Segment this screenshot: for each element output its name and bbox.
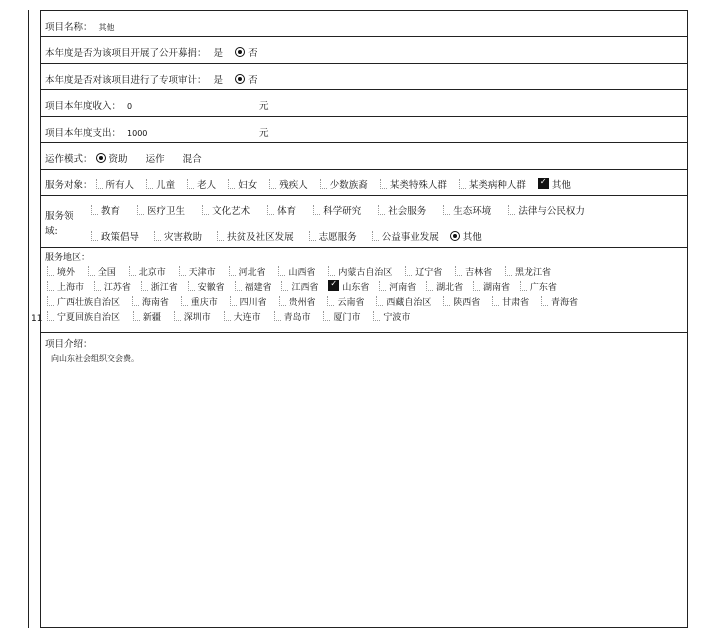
checkbox-empty-icon [229,266,236,276]
checkbox-empty-icon [327,296,334,306]
region-option[interactable]: 云南省 [327,295,364,308]
region-option[interactable]: 湖北省 [426,280,463,293]
income-label: 项目本年度收入： [45,101,122,112]
checkbox-empty-icon [379,281,386,291]
checkbox-empty-icon [47,281,54,291]
intro-row [41,333,687,629]
service-region-row [41,248,687,333]
service-field-label-2: 域: [45,226,58,237]
radio-selected-icon [450,231,460,241]
service-target-label: 服务对象： [45,180,93,191]
service-target-option-checked[interactable]: ✓ 其他 [538,177,571,191]
checkbox-empty-icon [426,281,433,291]
service-field-option[interactable]: 医疗卫生 [137,203,185,217]
radio-selected-icon [235,74,245,84]
expense-row [41,117,687,143]
checkbox-empty-icon [508,205,515,215]
project-name-value: 其他 [98,23,115,32]
special-audit-no[interactable]: 否 [235,72,258,86]
region-option[interactable]: 内蒙古自治区 [328,265,392,278]
radio-selected-icon [96,153,106,163]
checkbox-empty-icon [224,311,231,321]
checkbox-empty-icon [96,179,103,189]
checkbox-empty-icon [217,231,224,241]
checkbox-empty-icon [443,205,450,215]
checkbox-empty-icon [174,311,181,321]
special-audit-question: 本年度是否对该项目进行了专项审计： [45,75,207,86]
checkbox-empty-icon [473,281,480,291]
intro-text: 向山东社会组织交会费。 [51,354,139,363]
income-row [41,90,687,117]
region-option[interactable]: 贵州省 [279,295,316,308]
operation-mode-label: 运作模式： [45,154,93,165]
region-option[interactable]: 深圳市 [174,310,211,323]
checkbox-empty-icon [94,281,101,291]
region-option[interactable]: 全国 [88,265,116,278]
service-target-option[interactable]: 某类特殊人群 [380,177,447,191]
checkbox-empty-icon [188,281,195,291]
region-option[interactable]: 四川省 [230,295,267,308]
region-option[interactable]: 广东省 [520,280,557,293]
checkbox-empty-icon [313,205,320,215]
checkbox-empty-icon [541,296,548,306]
service-field-option[interactable]: 公益事业发展 [372,229,439,243]
region-option[interactable]: 黑龙江省 [505,265,551,278]
income-value: 0 [127,102,133,111]
public-fundraising-row [41,37,687,64]
service-field-option[interactable]: 社会服务 [378,203,426,217]
checkbox-empty-icon [129,266,136,276]
checkbox-empty-icon [133,311,140,321]
operation-mode-option[interactable]: 运作 [145,154,165,165]
region-option[interactable]: 青岛市 [274,310,311,323]
checkbox-empty-icon [187,179,194,189]
public-fundraising-no[interactable]: 否 [235,45,258,59]
region-option[interactable]: 新疆 [133,310,161,323]
region-option[interactable]: 甘肃省 [492,295,529,308]
region-option[interactable]: 广西壮族自治区 [47,295,120,308]
checkbox-empty-icon [505,266,512,276]
service-target-row [41,170,687,196]
service-region-label: 服务地区： [45,253,91,263]
service-target-option[interactable]: 所有人 [96,177,135,191]
service-field-option[interactable]: 灾害救助 [154,229,202,243]
region-option[interactable]: 境外 [47,265,75,278]
checkbox-empty-icon [405,266,412,276]
region-option[interactable]: 上海市 [47,280,84,293]
checkbox-empty-icon [323,311,330,321]
checkbox-empty-icon [328,266,335,276]
service-field-option[interactable]: 文化艺术 [202,203,250,217]
checkbox-empty-icon [88,266,95,276]
region-option[interactable]: 福建省 [235,280,272,293]
region-option[interactable]: 江西省 [281,280,318,293]
checkbox-empty-icon [179,266,186,276]
region-option[interactable]: 厦门市 [323,310,360,323]
intro-label: 项目介绍： [45,339,93,350]
region-option[interactable]: 陕西省 [443,295,480,308]
region-option[interactable]: 浙江省 [141,280,178,293]
service-target-option[interactable]: 少数族裔 [320,177,368,191]
service-target-option[interactable]: 儿童 [146,177,175,191]
checkbox-empty-icon [154,231,161,241]
operation-mode-row [41,143,687,170]
project-name-row [41,11,687,37]
region-option[interactable]: 西藏自治区 [376,295,431,308]
checkbox-checked-icon [328,280,339,291]
checkbox-empty-icon [267,205,274,215]
margin-line [28,10,29,628]
expense-label: 项目本年度支出： [45,128,122,139]
checkbox-empty-icon [376,296,383,306]
checkbox-empty-icon [279,296,286,306]
checkbox-empty-icon [202,205,209,215]
service-field-option[interactable]: 扶贫及社区发展 [217,229,294,243]
checkbox-empty-icon [492,296,499,306]
checkbox-empty-icon [47,311,54,321]
checkbox-empty-icon [228,179,235,189]
service-field-option[interactable]: 教育 [91,203,120,217]
region-option[interactable]: 河南省 [379,280,416,293]
service-field-option-selected[interactable]: 其他 [450,229,482,243]
expense-unit: 元 [259,128,269,139]
service-field-option[interactable]: 志愿服务 [309,229,357,243]
checkbox-empty-icon [380,179,387,189]
special-audit-row [41,64,687,90]
checkbox-empty-icon [269,179,276,189]
checkbox-empty-icon [378,205,385,215]
service-target-option[interactable]: 妇女 [228,177,257,191]
checkbox-empty-icon [137,205,144,215]
checkbox-empty-icon [47,296,54,306]
checkbox-empty-icon [235,281,242,291]
region-option[interactable]: 大连市 [224,310,261,323]
checkbox-empty-icon [520,281,527,291]
checkbox-empty-icon [91,231,98,241]
checkbox-empty-icon [132,296,139,306]
expense-value: 1000 [127,129,148,138]
operation-mode-option[interactable]: 混合 [182,154,202,165]
checkbox-empty-icon [181,296,188,306]
service-field-option[interactable]: 法律与公民权力 [508,203,585,217]
project-name-label: 项目名称： [45,22,93,33]
service-target-option[interactable]: 某类病种人群 [459,177,526,191]
service-target-option[interactable]: 老人 [187,177,216,191]
project-form [40,10,688,628]
checkbox-empty-icon [278,266,285,276]
region-option[interactable]: 江苏省 [94,280,131,293]
region-option[interactable]: 海南省 [132,295,169,308]
checkbox-empty-icon [459,179,466,189]
public-fundraising-yes[interactable]: 是 [213,48,224,59]
income-unit: 元 [259,101,269,112]
checkbox-empty-icon [320,179,327,189]
checkbox-empty-icon [443,296,450,306]
checkbox-empty-icon [47,266,54,276]
checkbox-empty-icon [141,281,148,291]
region-option[interactable]: 青海省 [541,295,578,308]
region-option[interactable]: 安徽省 [188,280,225,293]
region-option[interactable]: 辽宁省 [405,265,442,278]
checkbox-empty-icon [373,311,380,321]
service-field-option[interactable]: 体育 [267,203,296,217]
service-field-row [41,196,687,248]
row-number: 11 [31,314,43,324]
checkbox-empty-icon [146,179,153,189]
region-option[interactable]: 天津市 [179,265,216,278]
radio-selected-icon [235,47,245,57]
region-option[interactable]: 湖南省 [473,280,510,293]
checkbox-checked-icon [538,178,549,189]
public-fundraising-question: 本年度是否为该项目开展了公开募捐： [45,48,207,59]
checkbox-empty-icon [455,266,462,276]
service-field-label-1: 服务领 [45,211,74,222]
service-field-option[interactable]: 科学研究 [313,203,361,217]
operation-mode-option[interactable]: 资助 [96,151,128,165]
region-option[interactable]: 河北省 [229,265,266,278]
region-option[interactable]: 重庆市 [181,295,218,308]
service-target-option[interactable]: 残疾人 [269,177,308,191]
region-option[interactable]: 吉林省 [455,265,492,278]
checkbox-empty-icon [372,231,379,241]
checkbox-empty-icon [281,281,288,291]
checkbox-empty-icon [230,296,237,306]
region-option-checked[interactable]: ✓ 山东省 [328,280,369,293]
checkbox-empty-icon [309,231,316,241]
checkbox-empty-icon [91,205,98,215]
service-field-option[interactable]: 生态环境 [443,203,491,217]
region-option[interactable]: 宁波市 [373,310,410,323]
service-field-option[interactable]: 政策倡导 [91,229,139,243]
checkbox-empty-icon [274,311,281,321]
region-option[interactable]: 山西省 [278,265,315,278]
special-audit-yes[interactable]: 是 [213,75,224,86]
region-option[interactable]: 北京市 [129,265,166,278]
region-option[interactable]: 宁夏回族自治区 [47,310,120,323]
